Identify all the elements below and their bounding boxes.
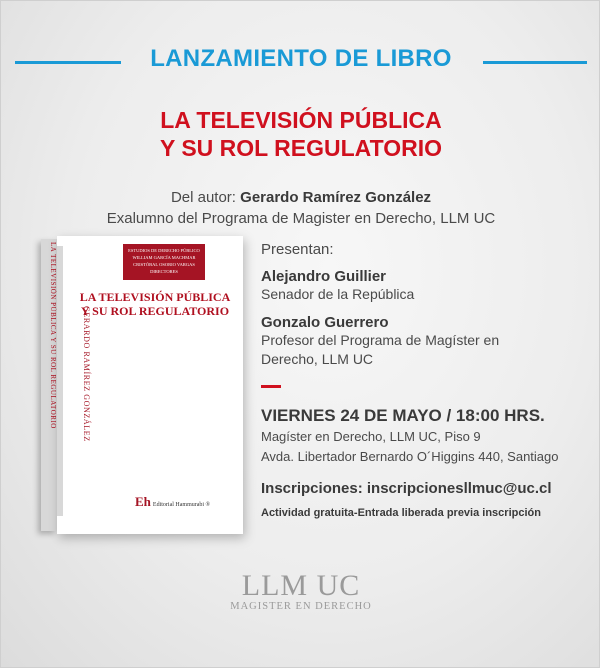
logo-sub: MAGISTER EN DERECHO bbox=[230, 601, 372, 612]
book-title-line1: LA TELEVISIÓN PÚBLICA bbox=[160, 107, 442, 133]
event-place-line1: Magíster en Derecho, LLM UC, Piso 9 bbox=[261, 429, 481, 444]
cover-publisher bbox=[135, 494, 210, 510]
logo-main: LLM UC bbox=[241, 569, 361, 602]
presenter-name: Alejandro Guillier bbox=[261, 268, 387, 285]
event-note: Actividad gratuita-Entrada liberada previa inscripción bbox=[261, 507, 541, 519]
llm-uc-logo bbox=[1, 569, 600, 612]
event-place-line2: Avda. Libertador Bernardo O´Higgins 440, Santiago bbox=[261, 449, 559, 464]
publisher-name: Editorial Hammurabi ® bbox=[152, 502, 211, 508]
event-datetime: VIERNES 24 DE MAYO / 18:00 HRS. bbox=[261, 406, 545, 425]
divider bbox=[261, 385, 281, 388]
cover-author: GERARDO RAMÍREZ GONZÁLEZ bbox=[82, 306, 91, 442]
header-right-line bbox=[483, 61, 587, 64]
book-title bbox=[1, 106, 600, 162]
presenter-role: Derecho, LLM UC bbox=[261, 351, 374, 367]
book-title-line2: Y SU ROL REGULATORIO bbox=[160, 135, 442, 161]
presenter-role: Profesor del Programa de Magíster en bbox=[261, 332, 500, 348]
author-prefix: Del autor: bbox=[170, 189, 236, 206]
author-name: Gerardo Ramírez González bbox=[240, 189, 432, 206]
publisher-logo: Eh bbox=[135, 494, 151, 509]
book-front bbox=[57, 236, 243, 534]
cover-series-box bbox=[123, 244, 205, 280]
registration-email[interactable]: Inscripciones: inscripcionesllmuc@uc.cl bbox=[261, 480, 552, 497]
cover-title-line1: LA TELEVISIÓN PÚBLICA bbox=[79, 290, 231, 304]
cover-title bbox=[69, 290, 241, 318]
book-cover-image bbox=[41, 236, 243, 536]
presenters-heading: Presentan: bbox=[261, 241, 334, 258]
spine-title: LA TELEVISIÓN PÚBLICA Y SU ROL REGULATORIO bbox=[49, 242, 57, 429]
cover-series: ESTUDIOS DE DERECHO PÚBLICO WILLIAM GARCÍA MACHMAR CRISTÓBAL OSORIO VARGAS DIRECTORES bbox=[128, 248, 200, 274]
header bbox=[1, 45, 600, 75]
author-description: Exalumno del Programa de Magister en Derecho, LLM UC bbox=[106, 210, 496, 227]
header-title: LANZAMIENTO DE LIBRO bbox=[150, 45, 452, 72]
author-block bbox=[1, 187, 600, 229]
cover-title-line2: Y SU ROL REGULATORIO bbox=[80, 304, 230, 318]
presenter-name: Gonzalo Guerrero bbox=[261, 314, 389, 331]
presenter-role: Senador de la República bbox=[261, 286, 415, 302]
event-info bbox=[261, 241, 591, 519]
cover-side-bar bbox=[57, 246, 63, 516]
